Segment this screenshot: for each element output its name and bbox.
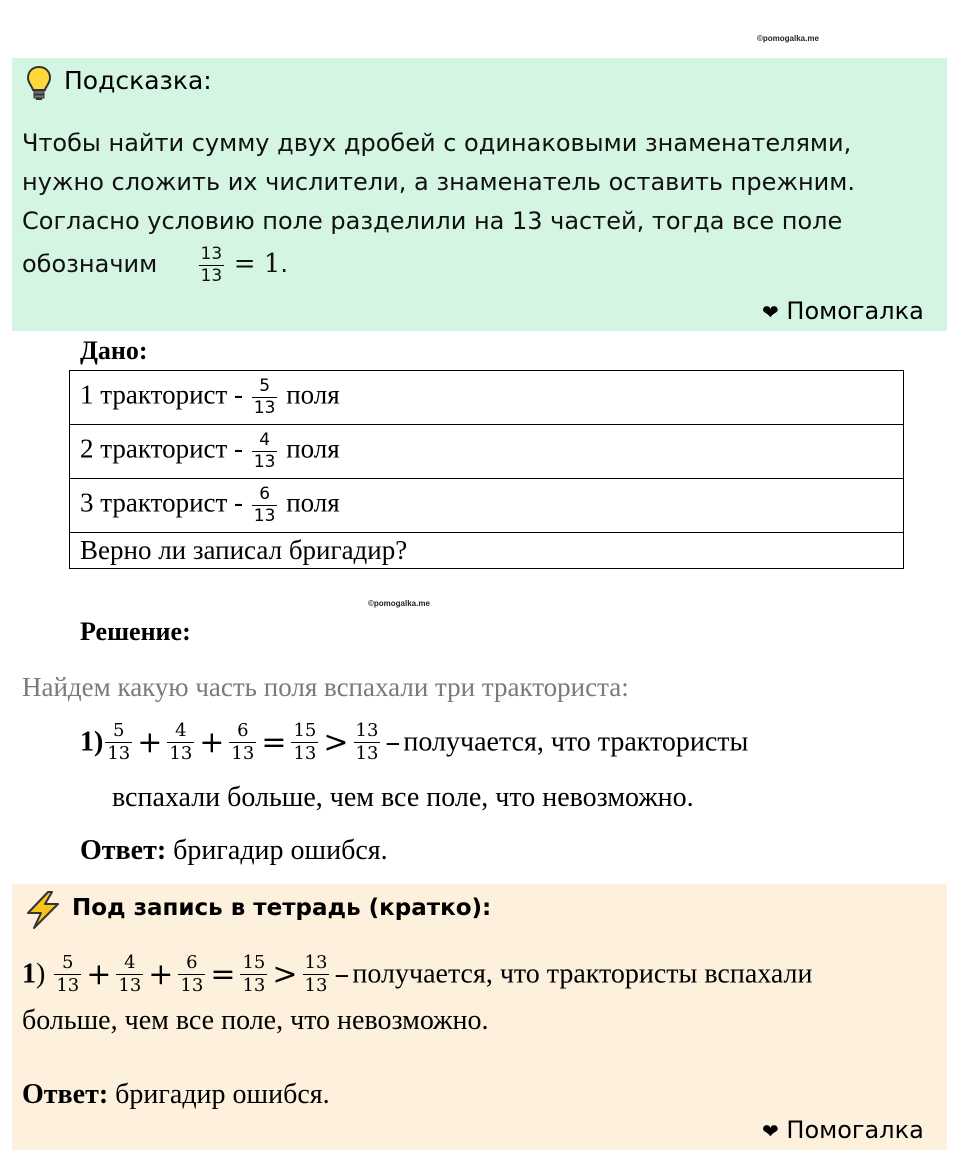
step-fraction-4 xyxy=(291,722,318,763)
step-text-1: получается, что трактористы xyxy=(403,726,749,758)
dash-sign: – xyxy=(385,725,401,760)
fraction-den: 13 xyxy=(253,506,276,526)
fraction-num: 5 xyxy=(62,952,74,974)
row-suffix: поля xyxy=(286,379,340,410)
equals-sign: = xyxy=(261,725,287,760)
fraction-den: 13 xyxy=(253,398,276,418)
table-row xyxy=(70,479,904,533)
step-label: 1) xyxy=(80,726,104,758)
given-heading: Дано: xyxy=(80,336,148,365)
fraction-num: 5 xyxy=(259,376,271,396)
watermark-top: ©pomogalka.me xyxy=(757,34,819,43)
hint-fraction xyxy=(199,243,225,286)
fraction-den: 13 xyxy=(355,743,379,764)
fraction-den: 13 xyxy=(304,975,328,997)
notes-fraction-3 xyxy=(178,954,205,995)
fraction-den: 13 xyxy=(56,975,80,997)
hint-fraction-num: 13 xyxy=(200,243,223,264)
fraction-num: 4 xyxy=(175,720,187,741)
hint-line-3: Согласно условию поле разделили на 13 частей, тогда все поле xyxy=(22,207,843,235)
plus-sign: + xyxy=(86,956,112,992)
answer-text: бригадир ошибся. xyxy=(173,835,388,866)
hint-period: . xyxy=(280,250,289,278)
fraction-num: 4 xyxy=(259,430,271,450)
fraction-num: 6 xyxy=(259,484,271,504)
notes-step-1 xyxy=(22,950,937,998)
notes-title: Под запись в тетрадь (кратко): xyxy=(72,895,492,921)
fraction-den: 13 xyxy=(107,743,131,764)
hint-line-2: нужно сложить их числители, а знаменатель оставить прежним. xyxy=(22,168,856,196)
heart-icon: ❤ xyxy=(762,300,779,324)
fraction-num: 13 xyxy=(355,720,379,741)
row-suffix: поля xyxy=(286,433,340,464)
brand-hint xyxy=(762,297,924,325)
notes-step-num: 1 xyxy=(22,958,36,990)
row-fraction xyxy=(252,378,278,417)
hint-title: Подсказка: xyxy=(64,66,212,95)
heart-icon: ❤ xyxy=(762,1119,779,1143)
greater-sign: > xyxy=(272,956,298,992)
fraction-num: 5 xyxy=(113,720,125,741)
plus-sign: + xyxy=(199,725,225,760)
plus-sign: + xyxy=(148,956,174,992)
fraction-num: 6 xyxy=(237,720,249,741)
fraction-den: 13 xyxy=(169,743,193,764)
solution-intro: Найдем какую часть поля вспахали три тракториста: xyxy=(22,672,629,702)
notes-step-paren: ) xyxy=(36,958,46,990)
row-prefix: 1 тракторист - xyxy=(80,379,244,410)
hint-line-1: Чтобы найти сумму двух дробей с одинаковыми знаменателями, xyxy=(22,129,852,157)
brand-label: Помогалка xyxy=(786,297,924,325)
answer-label: Ответ: xyxy=(80,835,167,866)
hint-text xyxy=(22,124,937,285)
brand-label: Помогалка xyxy=(786,1116,924,1144)
notes-text-2: больше, чем все поле, что невозможно. xyxy=(22,1004,489,1036)
fraction-den: 13 xyxy=(253,452,276,472)
row-fraction xyxy=(252,432,278,471)
notes-text-1: получается, что трактористы вспахали xyxy=(352,958,813,990)
step-text-2: вспахали больше, чем все поле, что невозможно. xyxy=(112,782,694,813)
solution-heading: Решение: xyxy=(80,617,191,646)
fraction-den: 13 xyxy=(293,743,317,764)
step-fraction-5 xyxy=(354,722,381,763)
fraction-den: 13 xyxy=(118,975,142,997)
table-cell xyxy=(70,371,904,425)
notes-answer xyxy=(22,1072,937,1118)
notes-text xyxy=(22,950,937,1118)
given-table xyxy=(69,370,904,569)
step-fraction-2 xyxy=(167,722,194,763)
row-fraction xyxy=(252,486,278,525)
solution-step-1 xyxy=(80,722,748,763)
hint-equation-tail: = 1 xyxy=(233,249,281,279)
question-cell: Верно ли записал бригадир? xyxy=(70,533,904,569)
plus-sign: + xyxy=(137,725,163,760)
solution-answer xyxy=(80,835,388,867)
notes-fraction-4 xyxy=(240,954,267,995)
step-fraction-3 xyxy=(229,722,256,763)
row-suffix: поля xyxy=(286,487,340,518)
brand-notes xyxy=(762,1116,924,1144)
fraction-den: 13 xyxy=(231,743,255,764)
notes-fraction-5 xyxy=(303,954,330,995)
fraction-num: 6 xyxy=(186,952,198,974)
hint-fraction-den: 13 xyxy=(200,265,223,286)
row-prefix: 3 тракторист - xyxy=(80,487,244,518)
fraction-den: 13 xyxy=(180,975,204,997)
table-cell xyxy=(70,425,904,479)
fraction-num: 13 xyxy=(304,952,328,974)
fraction-num: 4 xyxy=(124,952,136,974)
equals-sign: = xyxy=(210,956,236,992)
notes-fraction-1 xyxy=(54,954,81,995)
notes-fraction-2 xyxy=(116,954,143,995)
step-fraction-1 xyxy=(105,722,132,763)
table-row xyxy=(70,425,904,479)
fraction-num: 15 xyxy=(293,720,317,741)
hint-line-4 xyxy=(22,245,937,285)
fraction-num: 15 xyxy=(242,952,266,974)
greater-sign: > xyxy=(323,725,349,760)
notes-answer-label: Ответ: xyxy=(22,1078,109,1110)
notes-answer-text: бригадир ошибся. xyxy=(115,1078,330,1110)
watermark-middle: ©pomogalka.me xyxy=(368,599,430,608)
lightning-icon xyxy=(22,890,64,930)
row-prefix: 2 тракторист - xyxy=(80,433,244,464)
hint-line-4-text: обозначим xyxy=(22,250,158,278)
dash-sign: – xyxy=(334,956,350,992)
table-row xyxy=(70,533,904,569)
lightbulb-icon xyxy=(24,64,54,102)
table-cell xyxy=(70,479,904,533)
table-row xyxy=(70,371,904,425)
fraction-den: 13 xyxy=(242,975,266,997)
